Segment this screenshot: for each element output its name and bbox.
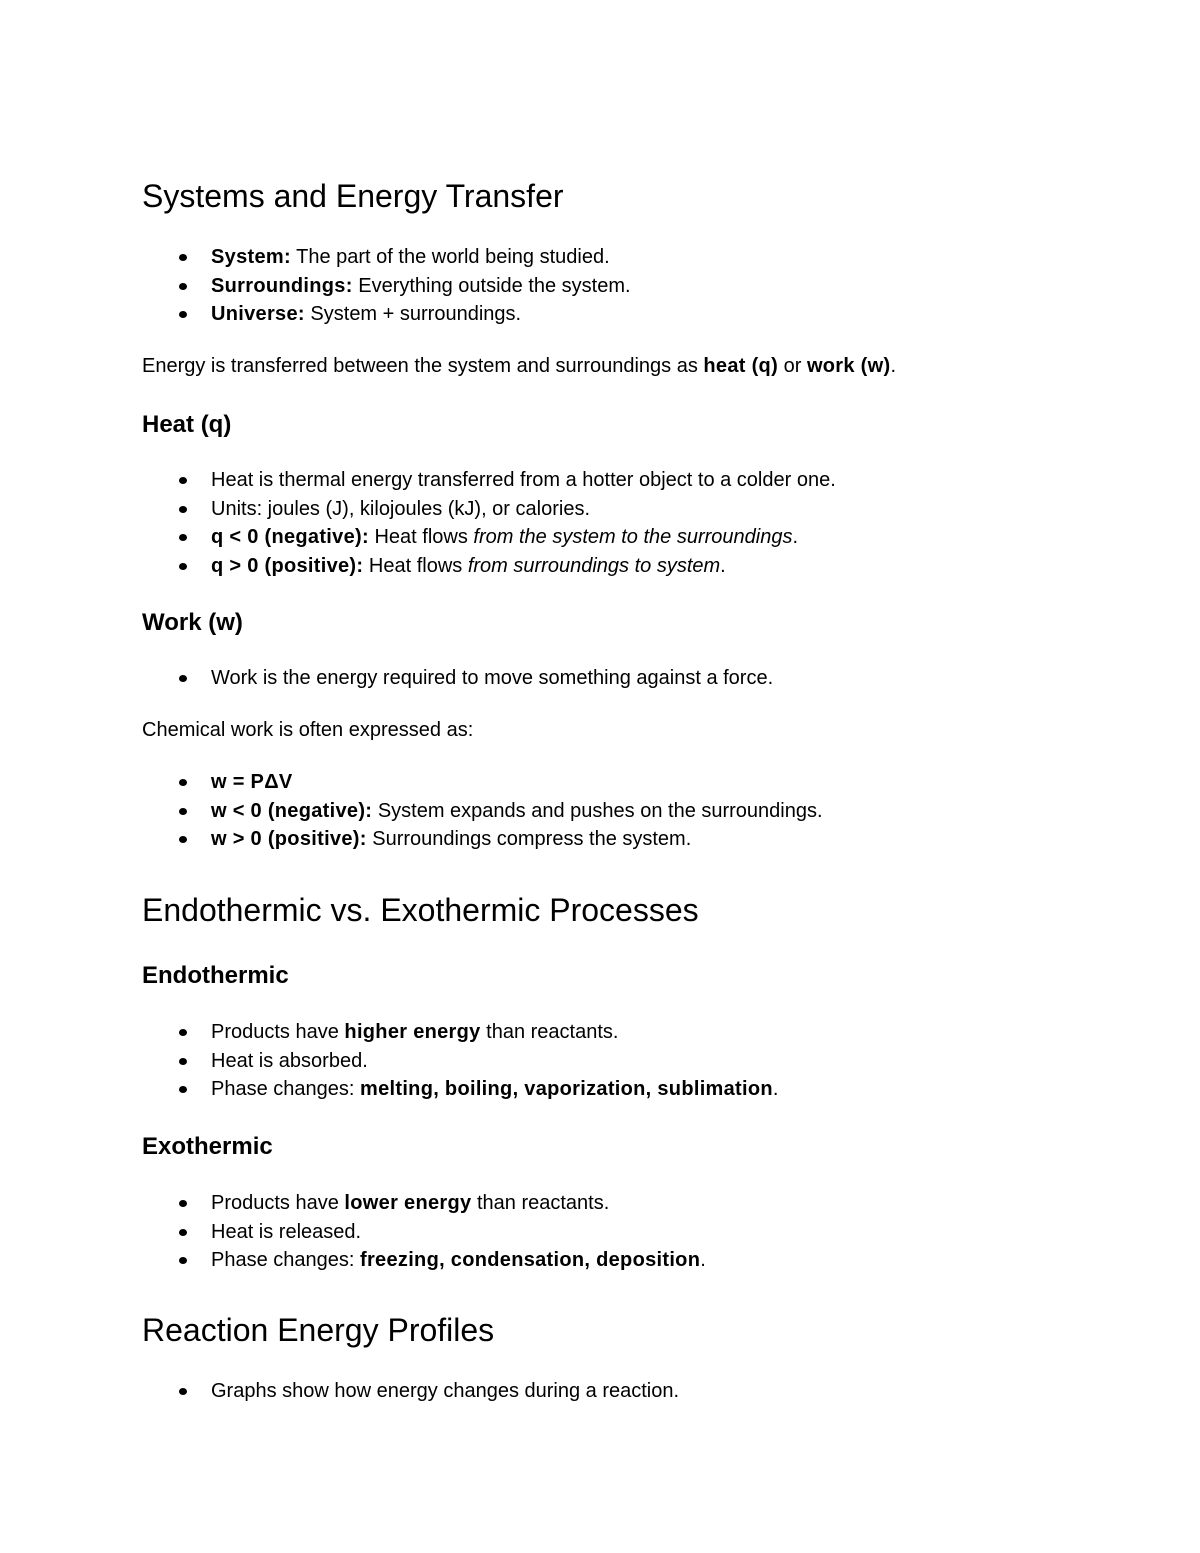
chemical-work-paragraph: Chemical work is often expressed as:	[142, 719, 474, 741]
bullet-icon	[179, 1058, 187, 1065]
list-item: Surroundings: Everything outside the system.	[142, 272, 1102, 301]
list-item: Units: joules (J), kilojoules (kJ), or calories.	[142, 495, 1102, 524]
systems-list	[142, 243, 1102, 329]
heading-endothermic: Endothermic	[142, 962, 289, 989]
work-formula-list	[142, 768, 1102, 854]
heading-profiles: Reaction Energy Profiles	[142, 1312, 495, 1348]
energy-paragraph: Energy is transferred between the system and surroundings as heat (q) or work (w).	[142, 355, 897, 377]
bullet-icon	[179, 1229, 187, 1236]
heading-systems: Systems and Energy Transfer	[142, 178, 564, 214]
bullet-icon	[179, 477, 187, 484]
list-item: Universe: System + surroundings.	[142, 300, 1102, 329]
bullet-icon	[179, 836, 187, 843]
bullet-icon	[179, 1029, 187, 1036]
list-item: w = PΔV	[142, 768, 1102, 797]
bullet-icon	[179, 1086, 187, 1093]
list-item: Work is the energy required to move something against a force.	[142, 664, 1102, 693]
bullet-icon	[179, 563, 187, 570]
list-item: w < 0 (negative): System expands and pushes on the surroundings.	[142, 797, 1102, 826]
list-item: System: The part of the world being studied.	[142, 243, 1102, 272]
bullet-icon	[179, 254, 187, 261]
bullet-icon	[179, 1388, 187, 1395]
bullet-icon	[179, 808, 187, 815]
list-item: Products have higher energy than reactants.	[142, 1018, 1102, 1047]
bullet-icon	[179, 311, 187, 318]
heading-work: Work (w)	[142, 609, 243, 636]
work-list	[142, 664, 1102, 693]
bullet-icon	[179, 779, 187, 786]
list-item: q > 0 (positive): Heat flows from surroundings to system.	[142, 552, 1102, 581]
list-item: w > 0 (positive): Surroundings compress the system.	[142, 825, 1102, 854]
heat-list	[142, 466, 1102, 580]
bullet-icon	[179, 534, 187, 541]
profiles-list	[142, 1377, 1102, 1406]
bullet-icon	[179, 506, 187, 513]
list-item: Products have lower energy than reactants.	[142, 1189, 1102, 1218]
exothermic-list	[142, 1189, 1102, 1275]
list-item: Phase changes: freezing, condensation, deposition.	[142, 1246, 1102, 1275]
endothermic-list	[142, 1018, 1102, 1104]
heading-endo-exo: Endothermic vs. Exothermic Processes	[142, 892, 699, 928]
list-item: Heat is released.	[142, 1218, 1102, 1247]
list-item: Heat is thermal energy transferred from a hotter object to a colder one.	[142, 466, 1102, 495]
list-item: q < 0 (negative): Heat flows from the system to the surroundings.	[142, 523, 1102, 552]
list-item: Graphs show how energy changes during a reaction.	[142, 1377, 1102, 1406]
bullet-icon	[179, 1257, 187, 1264]
bullet-icon	[179, 283, 187, 290]
list-item: Heat is absorbed.	[142, 1047, 1102, 1076]
bullet-icon	[179, 1200, 187, 1207]
heading-exothermic: Exothermic	[142, 1133, 273, 1160]
bullet-icon	[179, 675, 187, 682]
heading-heat: Heat (q)	[142, 411, 232, 438]
list-item: Phase changes: melting, boiling, vaporization, sublimation.	[142, 1075, 1102, 1104]
